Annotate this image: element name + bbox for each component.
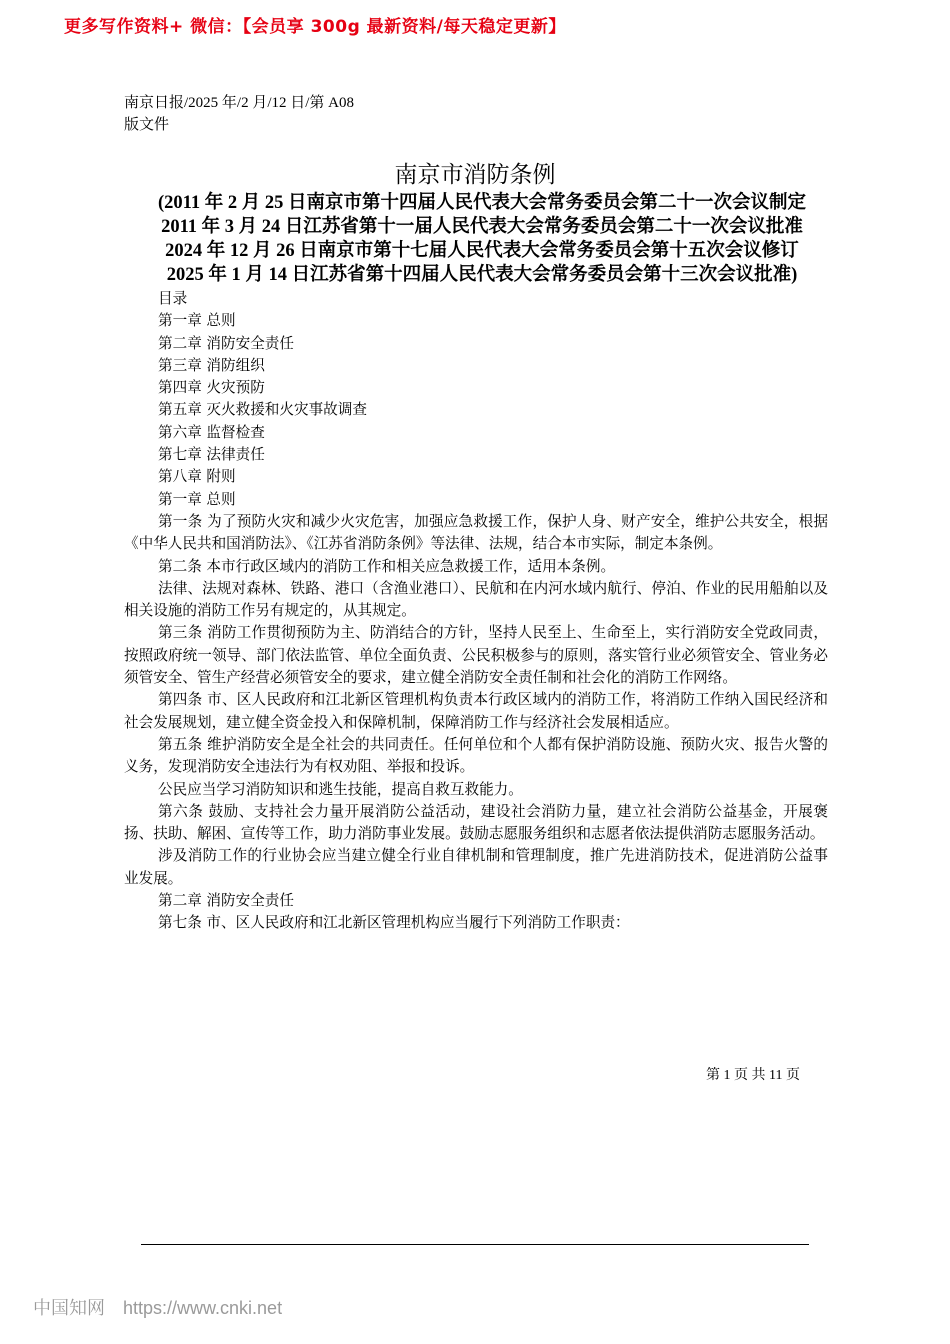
watermark-brand: 中国知网 xyxy=(33,1298,105,1318)
toc-heading: 目录 xyxy=(158,290,188,307)
article-paragraph: 第二条 本市行政区域内的消防工作和相关应急救援工作，适用本条例。 xyxy=(158,557,616,575)
toc-item: 第八章 附则 xyxy=(158,468,236,486)
article-paragraph: 第四条 市、区人民政府和江北新区管理机构负责本行政区域内的消防工作，将消防工作纳入国民经济和社会发展规划，建立健全资金投入和保障机制，保障消防工作与经济社会发展相适应。 xyxy=(124,691,828,731)
chapter-heading: 第一章 总则 xyxy=(158,490,236,508)
source-line: 南京日报/2025 年/2 月/12 日/第 A08 xyxy=(124,95,355,111)
toc-item: 第二章 消防安全责任 xyxy=(158,334,294,352)
enactment-line: 2024 年 12 月 26 日南京市第十七届人民代表大会常务委员会第十五次会议修订 xyxy=(165,241,799,261)
article-paragraph: 第六条 鼓励、支持社会力量开展消防公益活动，建设社会消防力量，建立社会消防公益基金，开展褒扬、扶助、解困、宣传等工作，助力消防事业发展。鼓励志愿服务组织和志愿者依法提供消防志愿服务活动。 xyxy=(124,802,828,843)
toc-item: 第四章 火灾预防 xyxy=(158,379,265,397)
page-number: 第 1 页 共 11 页 xyxy=(706,1068,800,1083)
footer-divider xyxy=(141,1244,809,1245)
toc-item: 第一章 总则 xyxy=(158,312,236,330)
enactment-line: (2011 年 2 月 25 日南京市第十四届人民代表大会常务委员会第二十一次会议制定 xyxy=(157,193,807,213)
toc-item: 第六章 监督检查 xyxy=(158,423,265,441)
watermark xyxy=(33,1294,282,1320)
article-paragraph: 法律、法规对森林、铁路、港口（含渔业港口）、民航和在内河水域内航行、停泊、作业的民用船舶以及相关设施的消防工作另有规定的，从其规定。 xyxy=(124,579,828,620)
document-title: 南京市消防条例 xyxy=(394,162,556,188)
article-paragraph: 第三条 消防工作贯彻预防为主、防消结合的方针，坚持人民至上、生命至上，实行消防安全党政同责，按照政府统一领导、部门依法监管、单位全面负责、公民积极参与的原则，落实管行业必须管安全、管业务必须管安全、管生产经营必须管安全的要求，建立健全消防安全责任制和社会化的消防工作网络。 xyxy=(124,624,828,687)
article-paragraph: 第五条 维护消防安全是全社会的共同责任。任何单位和个人都有保护消防设施、预防火灾、报告火警的义务，发现消防安全违法行为有权劝阻、举报和投诉。 xyxy=(124,735,828,776)
source-line: 版文件 xyxy=(124,117,170,133)
toc-item: 第五章 灭火救援和火灾事故调查 xyxy=(158,401,367,419)
enactment-line: 2025 年 1 月 14 日江苏省第十四届人民代表大会常务委员会第十三次会议批准) xyxy=(166,265,798,285)
chapter-heading: 第二章 消防安全责任 xyxy=(158,892,294,910)
article-paragraph: 第七条 市、区人民政府和江北新区管理机构应当履行下列消防工作职责： xyxy=(158,914,630,932)
toc-item: 第三章 消防组织 xyxy=(158,356,265,374)
enactment-line: 2011 年 3 月 24 日江苏省第十一届人民代表大会常务委员会第二十一次会议批准 xyxy=(161,217,803,237)
source-info xyxy=(124,92,424,136)
toc-item: 第七章 法律责任 xyxy=(158,446,265,464)
article-paragraph: 涉及消防工作的行业协会应当建立健全行业自律机制和管理制度，推广先进消防技术，促进消防公益事业发展。 xyxy=(124,847,828,887)
enactment-history xyxy=(124,191,840,287)
watermark-url: https://www.cnki.net xyxy=(123,1298,283,1318)
article-paragraph: 公民应当学习消防知识和逃生技能，提高自救互救能力。 xyxy=(158,780,523,798)
article-paragraph: 第一条 为了预防火灾和减少火灾危害，加强应急救援工作，保护人身、财产安全，维护公共安全，根据《中华人民共和国消防法》、《江苏省消防条例》等法律、法规，结合本市实际，制定本条例。 xyxy=(124,512,828,553)
document-body xyxy=(124,288,828,935)
promo-banner: 更多写作资料+ 微信：【会员享 300g 最新资料/每天稳定更新】 xyxy=(64,17,566,37)
